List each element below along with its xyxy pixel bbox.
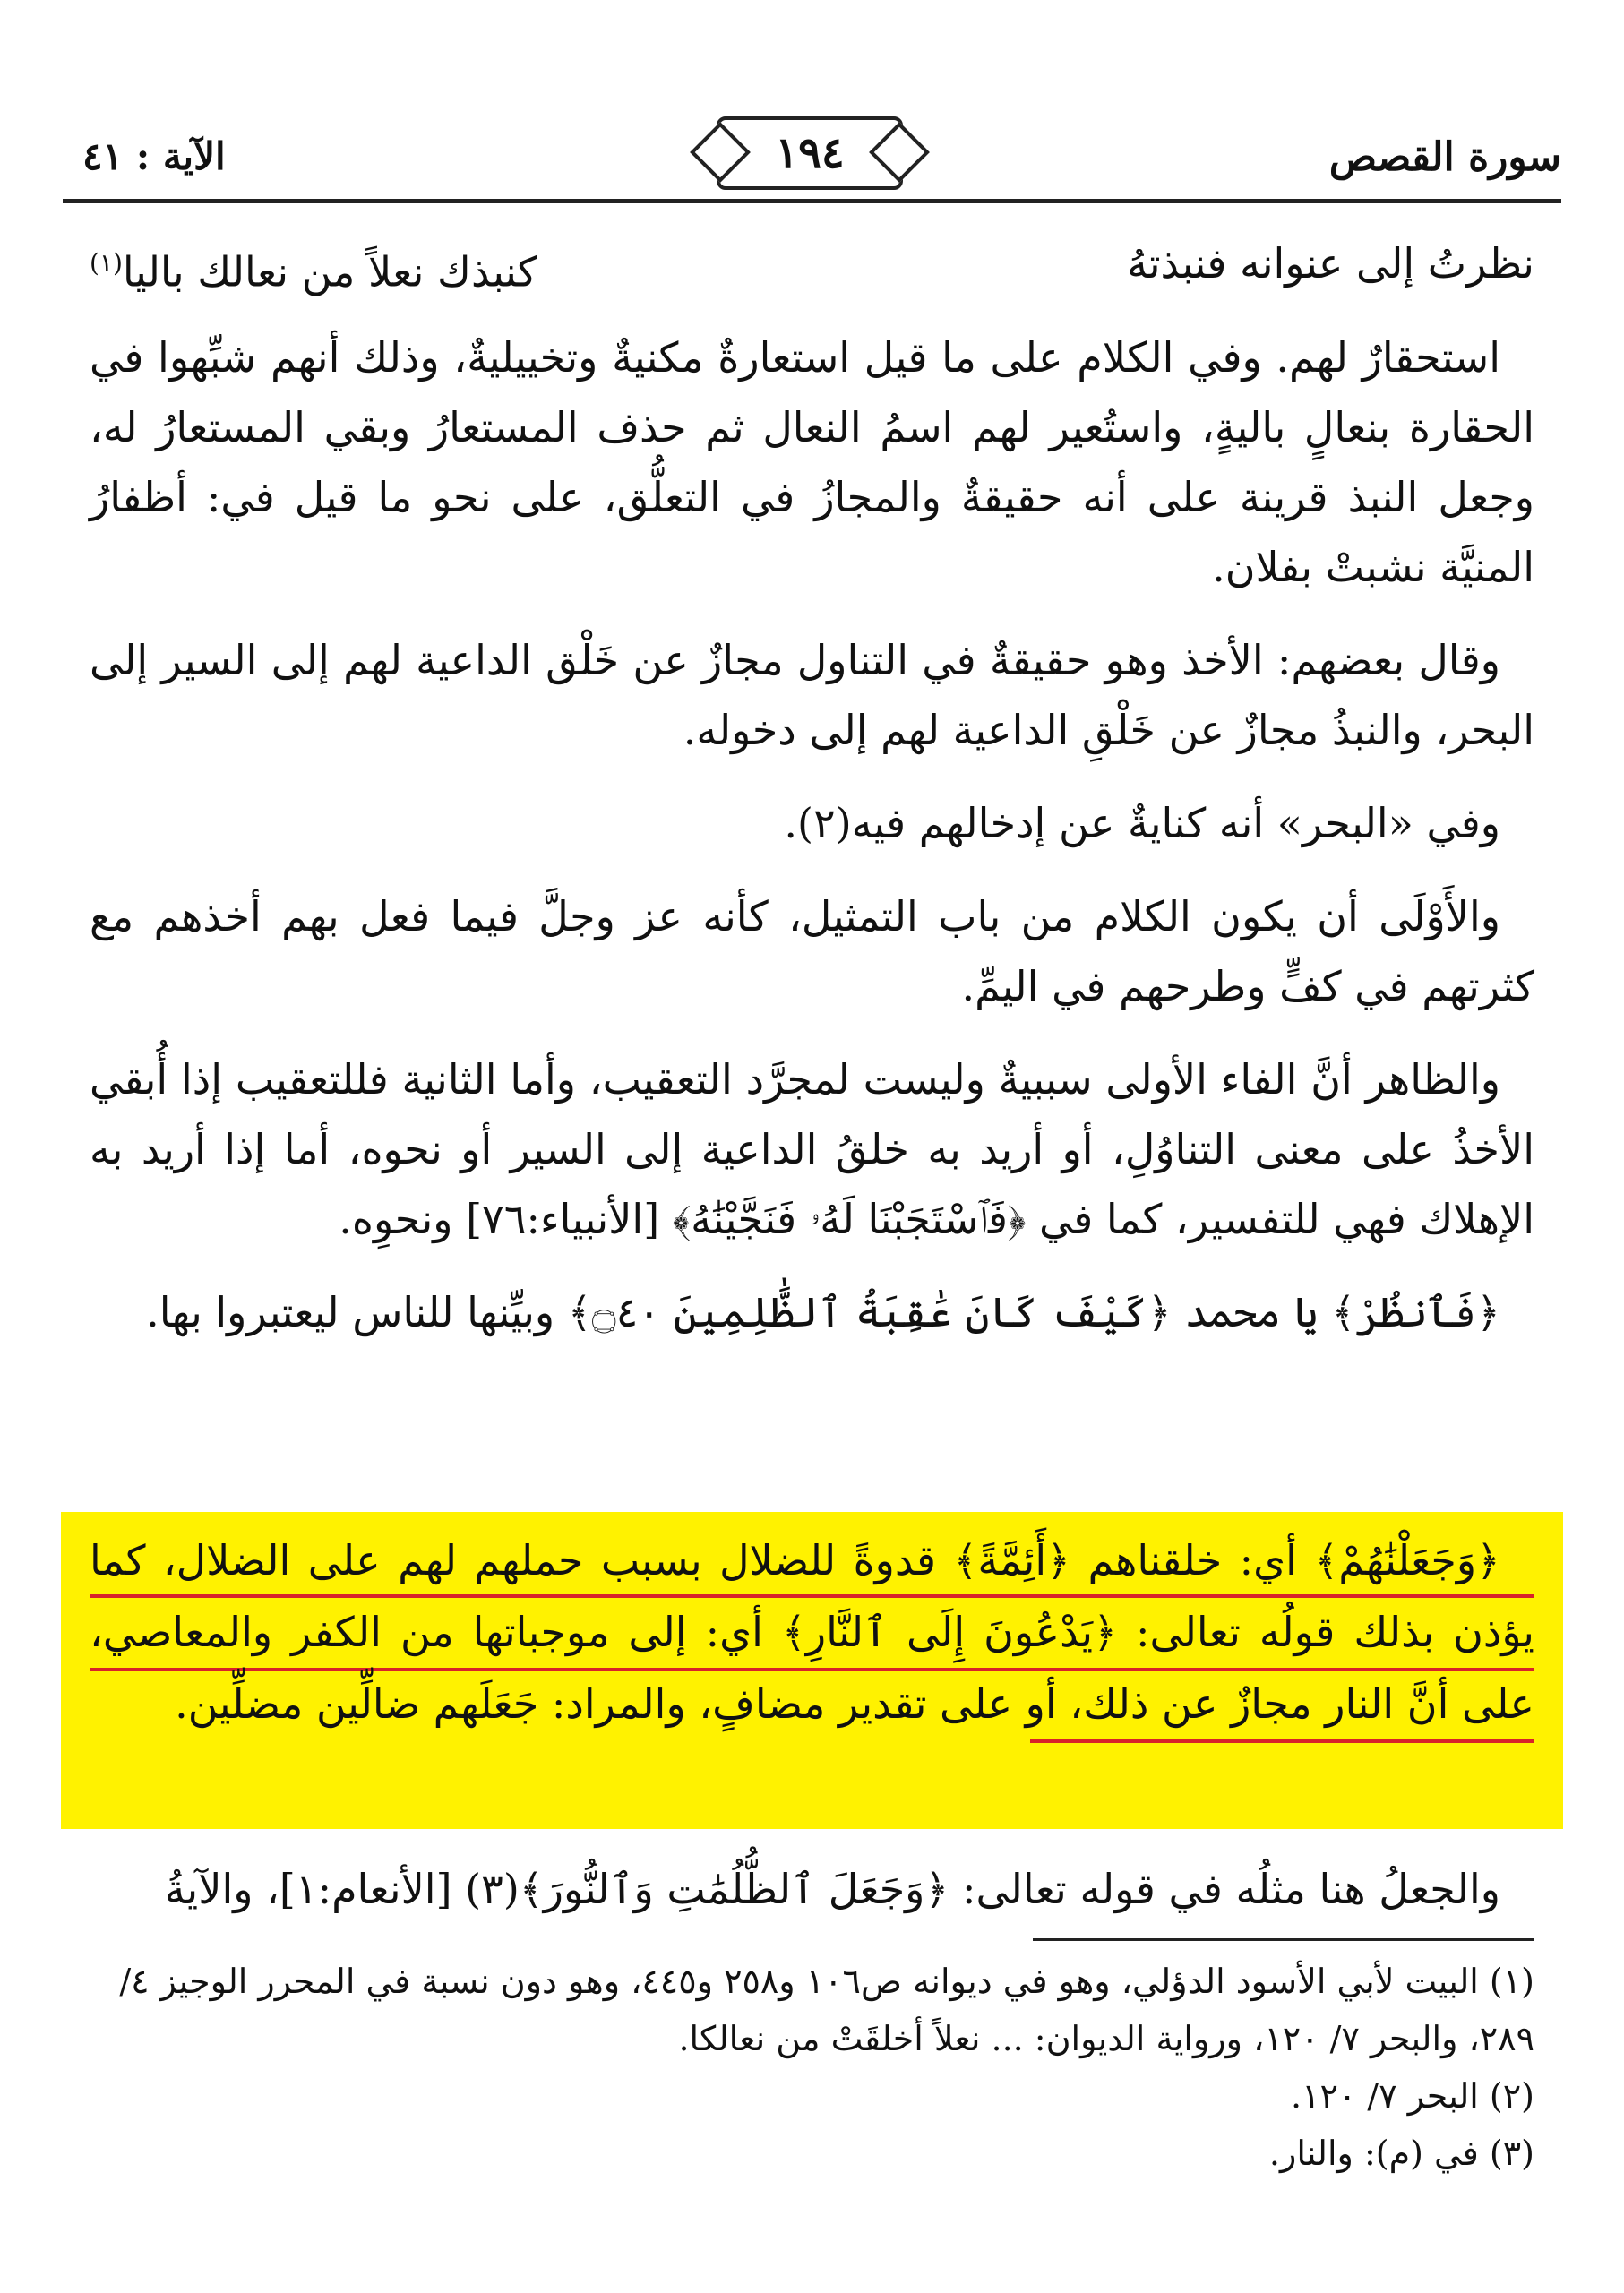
surah-title: سورة القصص [1328, 134, 1561, 180]
footnote: (٣) في (م): والنار. [1268, 2134, 1534, 2173]
verse-second-hemistich: كنبذك نعلاً من نعالك باليا$^{(١)}$ [90, 247, 537, 296]
footnote: (١) البيت لأبي الأسود الدؤلي، وهو في ديوانه ص١٠٦ و٢٥٨ و٤٤٥، وهو دون نسبة في المحرر الوجيز ٤/ ٢٨٩، والبحر ٧/ ١٢٠، ورواية الديوان: ... نعلاً أخلقَتْ من نعالكا. [119, 1962, 1534, 2058]
paragraph: ﴿فَٱنظُرْ﴾ يا محمد ﴿كَيْفَ كَانَ عَٰقِبَةُ ٱلظَّٰلِمِينَ ۝٤٠﴾ وبيِّنها للناس ليعتبروا بها. [146, 1288, 1500, 1337]
page-number: ١٩٤ [775, 128, 845, 178]
footnote: (٢) البحر ٧/ ١٢٠. [1291, 2076, 1534, 2116]
paragraph: والظاهر أنَّ الفاء الأولى سببيةٌ وليست لمجرَّد التعقيب، وأما الثانية فللتعقيب إذا أُبقي الأخذُ على معنى التناوُلِ، أو أريد به خلقُ الداعية إلى السير أو نحوه، أما إذا أريد به الإهلاك فهي للتفسير، كما في ﴿فَٱسْتَجَبْنَا لَهُۥ فَنَجَّيْنَٰهُ﴾ [الأنبياء:٧٦] ونحوِه. [90, 1055, 1534, 1244]
underline-3 [1030, 1739, 1534, 1743]
paragraph: وقال بعضهم: الأخذ وهو حقيقةٌ في التناول مجازٌ عن خَلْق الداعية لهم إلى السير إلى البحر، والنبذُ مجازٌ عن خَلْقِ الداعية لهم إلى دخوله. [90, 636, 1534, 755]
header-rule [63, 199, 1561, 203]
paragraph: والأَوْلَى أن يكون الكلام من باب التمثيل، كأنه عز وجلَّ فيما فعل بهم أخذهم مع كثرتهم في كفٍّ وطرحهم في اليمِّ. [90, 892, 1534, 1011]
ayah-label: الآية : ٤١ [82, 134, 226, 178]
footnote-ref: (١) [90, 248, 123, 278]
highlighted-paragraph: ﴿وَجَعَلْنَٰهُمْ﴾ أي: خلقناهم ﴿أَئِمَّةً﴾ قدوةً للضلال بسبب حملهم لهم على الضلال، كما يؤذن بذلك قولُه تعالى: ﴿يَدْعُونَ إِلَى ٱلنَّارِ﴾ أي: إلى موجباتها من الكفر والمعاصي، على أنَّ النار مجازٌ عن ذلك، أو على تقدير مضافٍ، والمراد: جَعَلَهم ضالِّين مضلِّين. [90, 1536, 1534, 1728]
main-text [90, 228, 1534, 1370]
poetry-verse [90, 228, 1534, 306]
page-number-box [717, 116, 903, 190]
verse-first-hemistich: نظرتُ إلى عنوانه فنبذتهُ [1127, 239, 1534, 288]
paragraph-continued: والجعلُ هنا مثلُه في قوله تعالى: ﴿وَجَعَلَ ٱلظُّلُمَٰتِ وَٱلنُّورَ﴾(٣) [الأنعام:١]، والآيةُ [164, 1865, 1500, 1913]
paragraph: وفي «البحر» أنه كنايةٌ عن إدخالهم فيه(٢). [784, 799, 1500, 848]
footnote-rule [1033, 1938, 1534, 1941]
paragraph: استحقارٌ لهم. وفي الكلام على ما قيل استعارةٌ مكنيةٌ وتخييليةٌ، وذلك أنهم شبِّهوا في الحقارة بنعالٍ باليةٍ، واستُعير لهم اسمُ النعال ثم حذف المستعارُ وبقي المستعارُ له، وجعل النبذ قرينة على أنه حقيقةٌ والمجازُ في التعلُّق، على نحو ما قيل في: أظفارُ المنيَّة نشبتْ بفلان. [90, 333, 1534, 592]
footnotes [90, 1953, 1534, 2182]
